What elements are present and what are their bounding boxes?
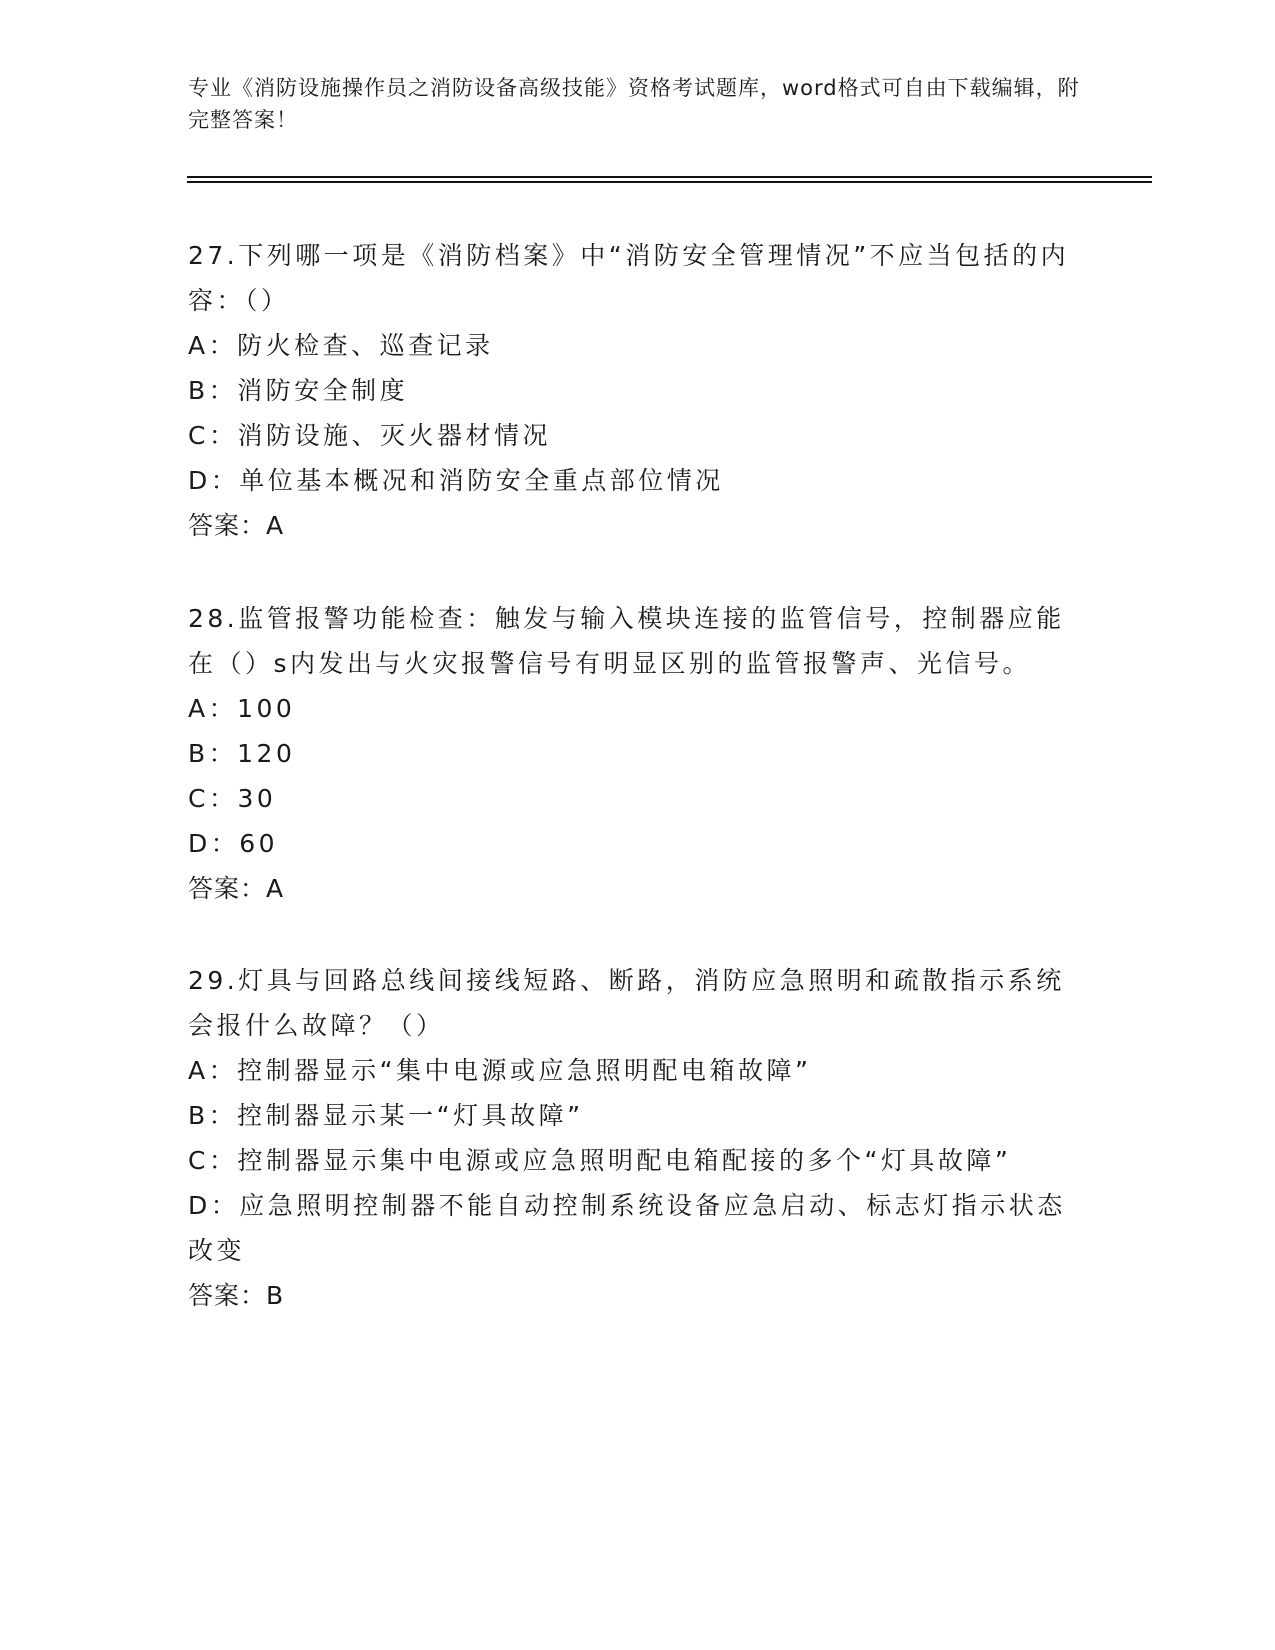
- option-d: D：60: [188, 829, 279, 858]
- answer: 答案：B: [188, 1281, 285, 1310]
- question-stem: 28.监管报警功能检查：触发与输入模块连接的监管信号，控制器应能在（）s内发出与火灾报警信号有明显区别的监管报警声、光信号。: [188, 604, 1065, 678]
- document-header: 专业《消防设施操作员之消防设备高级技能》资格考试题库，word格式可自由下载编辑，附完整答案！: [188, 76, 1080, 132]
- option-b: B：消防安全制度: [188, 376, 409, 405]
- option-a: A：100: [188, 694, 296, 723]
- header-divider-top: [187, 176, 1152, 178]
- answer: 答案：A: [188, 511, 285, 540]
- header-divider-bottom: [187, 181, 1152, 183]
- question-29: [188, 958, 1088, 1318]
- option-c: C：控制器显示集中电源或应急照明配电箱配接的多个“灯具故障”: [188, 1146, 1012, 1175]
- question-stem: 29.灯具与回路总线间接线短路、断路，消防应急照明和疏散指示系统会报什么故障？（）: [188, 966, 1065, 1040]
- option-d: D：应急照明控制器不能自动控制系统设备应急启动、标志灯指示状态改变: [188, 1191, 1066, 1265]
- option-d: D：单位基本概况和消防安全重点部位情况: [188, 466, 724, 495]
- option-a: A：控制器显示“集中电源或应急照明配电箱故障”: [188, 1056, 812, 1085]
- option-b: B：120: [188, 739, 296, 768]
- option-b: B：控制器显示某一“灯具故障”: [188, 1101, 584, 1130]
- question-27: [188, 233, 1088, 548]
- option-c: C：30: [188, 784, 277, 813]
- question-stem: 27.下列哪一项是《消防档案》中“消防安全管理情况”不应当包括的内容：（）: [188, 241, 1070, 315]
- question-28: [188, 596, 1088, 911]
- option-a: A：防火检查、巡查记录: [188, 331, 494, 360]
- answer: 答案：A: [188, 874, 285, 903]
- option-c: C：消防设施、灭火器材情况: [188, 421, 551, 450]
